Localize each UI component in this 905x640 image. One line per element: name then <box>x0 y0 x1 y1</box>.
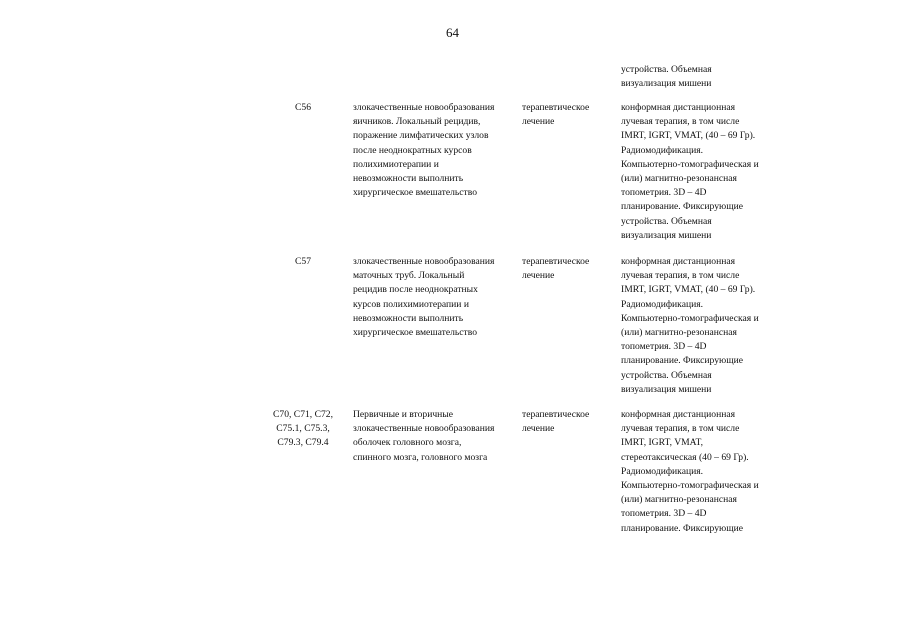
page-number: 64 <box>446 25 459 40</box>
row-c70-disease: Первичные и вторичные злокачественные новообразования оболочек головного мозга, спинного мозга, головного мозга <box>353 409 495 463</box>
carryover-method-text: устройства. Объемная визуализация мишени <box>621 64 712 90</box>
row-c57-disease: злокачественные новообразования маточных труб. Локальный рецидив после неоднократных курсов полихимиотерапии и невозможности выполнить хирургическое вмешательство <box>353 256 495 339</box>
row-c56-treatment: терапевтическое лечение <box>522 102 590 128</box>
row-c56-method: конформная дистанционная лучевая терапия, в том числе IMRT, IGRT, VMAT, (40 – 69 Гр). Радиомодификация. Компьютерно-томографическая и (или) магнитно-резонансная топометрия. 3D – 4D планирование. Фиксирующие устройства. Объемная визуализация мишени <box>621 102 759 241</box>
row-c57-code: C57 <box>295 256 311 267</box>
row-c70-method: конформная дистанционная лучевая терапия, в том числе IMRT, IGRT, VMAT, стереотаксическая (40 – 69 Гр). Радиомодификация. Компьютерно-томографическая и (или) магнитно-резонансная топометрия. 3D – 4D планирование. Фиксирующие <box>621 409 759 534</box>
row-c57-method: конформная дистанционная лучевая терапия, в том числе IMRT, IGRT, VMAT, (40 – 69 Гр). Радиомодификация. Компьютерно-томографическая и (или) магнитно-резонансная топометрия. 3D – 4D планирование. Фиксирующие устройства. Объемная визуализация мишени <box>621 256 759 395</box>
row-c70-code: C70, C71, C72, C75.1, C75.3, C79.3, C79.4 <box>273 409 333 449</box>
row-c56-code: C56 <box>295 102 311 113</box>
row-c70-treatment: терапевтическое лечение <box>522 409 590 435</box>
row-c56-disease: злокачественные новообразования яичников. Локальный рецидив, поражение лимфатических узлов после неоднократных курсов полихимиотерапии и невозможности выполнить хирургическое вмешательство <box>353 102 495 199</box>
row-c57-treatment: терапевтическое лечение <box>522 256 590 282</box>
